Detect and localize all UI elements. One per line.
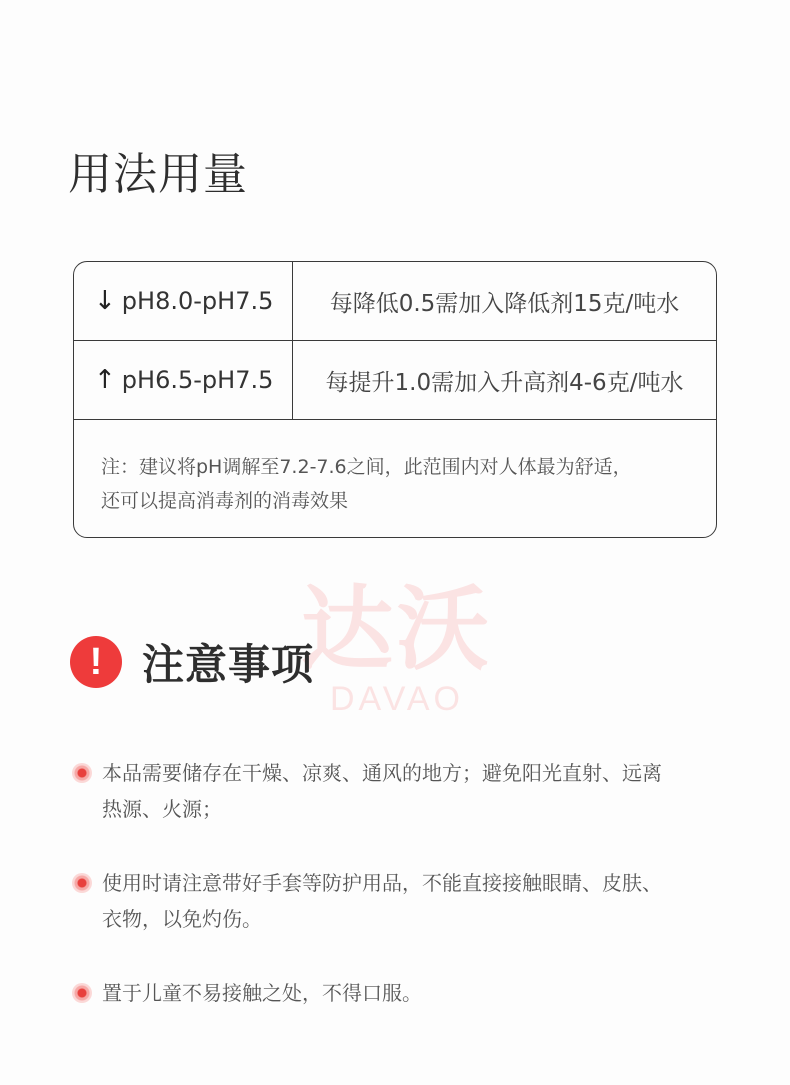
caution-title: 注意事项 <box>142 640 315 689</box>
list-item <box>72 865 712 937</box>
dosage-row-increase <box>74 341 716 420</box>
watermark-en: DAVAO <box>330 680 464 718</box>
item-line: 置于儿童不易接触之处，不得口服。 <box>102 981 422 1005</box>
dosage-instruction: 每提升1.0需加入升高剂4-6克/吨水 <box>325 369 684 396</box>
watermark-cn: 达沃 <box>300 576 493 683</box>
usage-title: 用法用量 <box>68 149 248 200</box>
precaution-list <box>72 755 712 1011</box>
item-line: 使用时请注意带好手套等防护用品，不能直接接触眼睛、皮肤、 <box>102 871 662 895</box>
caution-header <box>70 634 314 690</box>
arrow-down-icon: ↓ <box>94 286 116 316</box>
dosage-note <box>101 450 701 518</box>
dosage-instruction: 每降低0.5需加入降低剂15克/吨水 <box>329 290 680 317</box>
item-line: 本品需要储存在干燥、凉爽、通风的地方；避免阳光直射、远离 <box>102 761 662 785</box>
list-item <box>72 755 712 827</box>
item-line: 热源、火源； <box>102 797 222 821</box>
bullet-dot-icon <box>72 873 92 893</box>
note-line: 注：建议将pH调解至7.2-7.6之间，此范围内对人体最为舒适， <box>101 456 632 478</box>
arrow-up-icon: ↑ <box>94 365 116 395</box>
ph-range: pH8.0-pH7.5 <box>121 287 274 315</box>
dosage-table <box>73 261 717 538</box>
item-line: 衣物，以免灼伤。 <box>102 907 262 931</box>
ph-range-cell <box>74 262 293 340</box>
ph-range-cell <box>74 341 293 419</box>
ph-range: pH6.5-pH7.5 <box>121 366 274 394</box>
exclamation-icon: ! <box>70 636 122 688</box>
bullet-dot-icon <box>72 983 92 1003</box>
dosage-row-decrease <box>74 262 716 341</box>
note-line: 还可以提高消毒剂的消毒效果 <box>101 490 349 512</box>
bullet-dot-icon <box>72 763 92 783</box>
brand-watermark <box>282 576 512 719</box>
list-item <box>72 975 712 1011</box>
